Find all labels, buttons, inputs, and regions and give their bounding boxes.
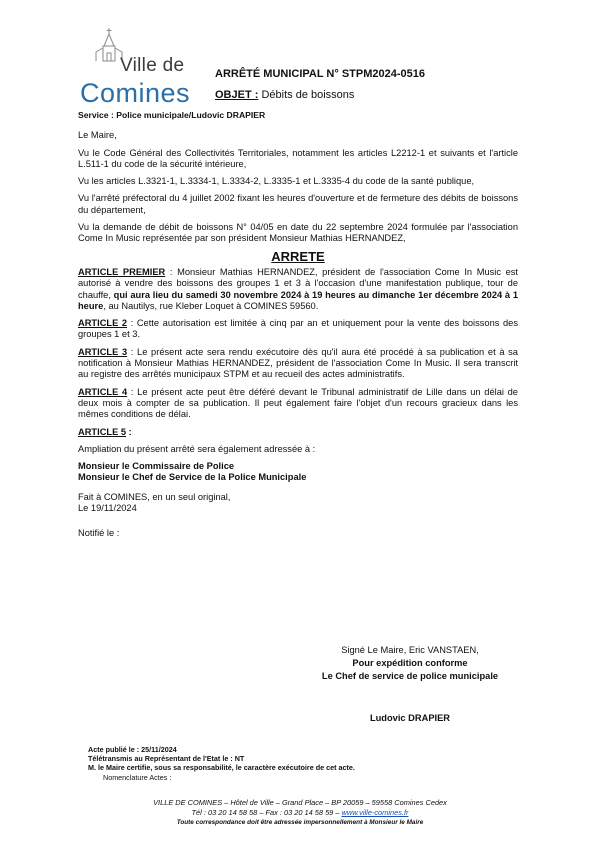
article-3-text: : Le présent acte sera rendu exécutoire dès qu'il aura été procédé à sa publication et à sa notification à Monsieur Mathias HERNANDEZ, président de l'association Come In Music. Il sera transcrit au registre des arrêtés municipaux STPM et au recueil des actes administratifs.: [78, 346, 518, 380]
service-line: Service : Police municipale/Ludovic DRAPIER: [78, 110, 266, 120]
footer-address: [80, 798, 520, 827]
article-5-text: :: [126, 426, 132, 437]
teletransmis-line: Télétransmis au Représentant de l'Etat le : NT: [88, 754, 245, 764]
expedition-line: Pour expédition conforme: [352, 658, 468, 668]
vu-paragraph-2: Vu les articles L.3321-1, L.3334-1, L.3334-2, L.3335-1 et L.3335-4 du code de la santé publique,: [78, 176, 475, 187]
article-2-text: : Cette autorisation est limitée à cinq par an et uniquement pour la vente des boissons des groupes 1 et 3.: [78, 318, 518, 340]
contact-line: [80, 808, 520, 818]
correspondence-notice: Toute correspondance doit être adressée impersonnellement à Monsieur le Maire: [176, 818, 424, 826]
article-1-label: ARTICLE PREMIER: [78, 266, 166, 277]
article-1: [78, 267, 518, 312]
article-4: [78, 387, 518, 421]
logo-comines: Comines: [80, 78, 191, 108]
article-1-text: : Monsieur Mathias HERNANDEZ, président de l'association Come In Music est autorisé à vendre des boissons des groupes 1 et 3 à l'occasion d'une manifestation publique, tour de chauffe,: [78, 266, 518, 300]
arrete-heading: ARRETE: [271, 248, 325, 264]
article-2-label: ARTICLE 2: [78, 318, 128, 329]
city-logo: [78, 28, 198, 108]
article-2: [78, 318, 518, 341]
vu-paragraph-1: Vu le Code Général des Collectivités Territoriales, notamment les articles L2212-1 et suivants et l'article L.511-1 du code de la sécurité intérieure,: [78, 147, 518, 169]
object-text: Débits de boissons: [258, 89, 355, 101]
decree-object: [215, 89, 354, 101]
recipient-2: Monsieur le Chef de Service de la Police Municipale: [78, 472, 307, 483]
website-link[interactable]: www.ville-comines.fr: [341, 807, 409, 817]
object-label: OBJET :: [215, 89, 259, 101]
signatory-name-block: [290, 712, 530, 725]
certifie-line: M. le Maire certifie, sous sa responsabilité, le caractère exécutoire de cet acte.: [88, 763, 355, 773]
maire-line: Le Maire,: [78, 130, 117, 141]
article-4-label: ARTICLE 4: [78, 386, 128, 397]
publication-info: [88, 745, 355, 782]
decree-title: ARRÊTÉ MUNICIPAL N° STPM2024-0516: [215, 68, 425, 80]
address-line: VILLE DE COMINES – Hôtel de Ville – Grand Place – BP 20059 – 59558 Comines Cedex: [153, 798, 447, 807]
decree-body: [78, 110, 518, 546]
fait-block: [78, 492, 518, 515]
vu-paragraph-3: Vu l'arrêté préfectoral du 4 juillet 2002 fixant les heures d'ouverture et de fermeture des débits de boissons du département,: [78, 193, 518, 215]
article-5-label: ARTICLE 5: [78, 426, 127, 437]
signature-block: [290, 644, 530, 683]
article-1-location: , au Nautilys, rue Kleber Loquet à COMINES 59560.: [103, 300, 319, 311]
fait-line: Fait à COMINES, en un seul original,: [78, 491, 231, 502]
article-5: [78, 427, 518, 438]
article-1-dates: qui aura lieu du samedi 30 novembre 2024 à 19 heures au dimanche 1er décembre 2024 à 1 heure: [78, 289, 518, 311]
signed-by: Signé Le Maire, Eric VANSTAEN,: [341, 645, 479, 655]
notifie-line: Notifié le :: [78, 528, 120, 539]
logo-ville: Ville de: [120, 55, 185, 76]
tel-fax: Tél : 03 20 14 58 58 – Fax : 03 20 14 58 59 –: [191, 807, 342, 817]
publie-line: Acte publié le : 25/11/2024: [88, 745, 177, 754]
date-line: Le 19/11/2024: [78, 503, 137, 514]
ampliation-line: Ampliation du présent arrêté sera également adressée à :: [78, 443, 316, 454]
recipient-1: Monsieur le Commissaire de Police: [78, 461, 235, 472]
article-3: [78, 347, 518, 381]
article-3-label: ARTICLE 3: [78, 346, 128, 357]
nomenclature-line: Nomenclature Actes :: [103, 772, 172, 782]
signatory-name: Ludovic DRAPIER: [369, 713, 451, 723]
vu-paragraph-4: Vu la demande de débit de boissons N° 04/05 en date du 22 septembre 2024 formulée par l'association Come In Music représentée par son président Monsieur Mathias HERNANDEZ,: [78, 222, 518, 244]
recipients: [78, 461, 518, 484]
chef-service-line: Le Chef de service de police municipale: [321, 671, 499, 681]
article-4-text: : Le présent acte peut être déféré devant le Tribunal administratif de Lille dans un délai de deux mois à compter de sa publication. Il peut également faire l'objet d'un recours gracieux dans les mêmes conditions de délai.: [78, 386, 518, 420]
